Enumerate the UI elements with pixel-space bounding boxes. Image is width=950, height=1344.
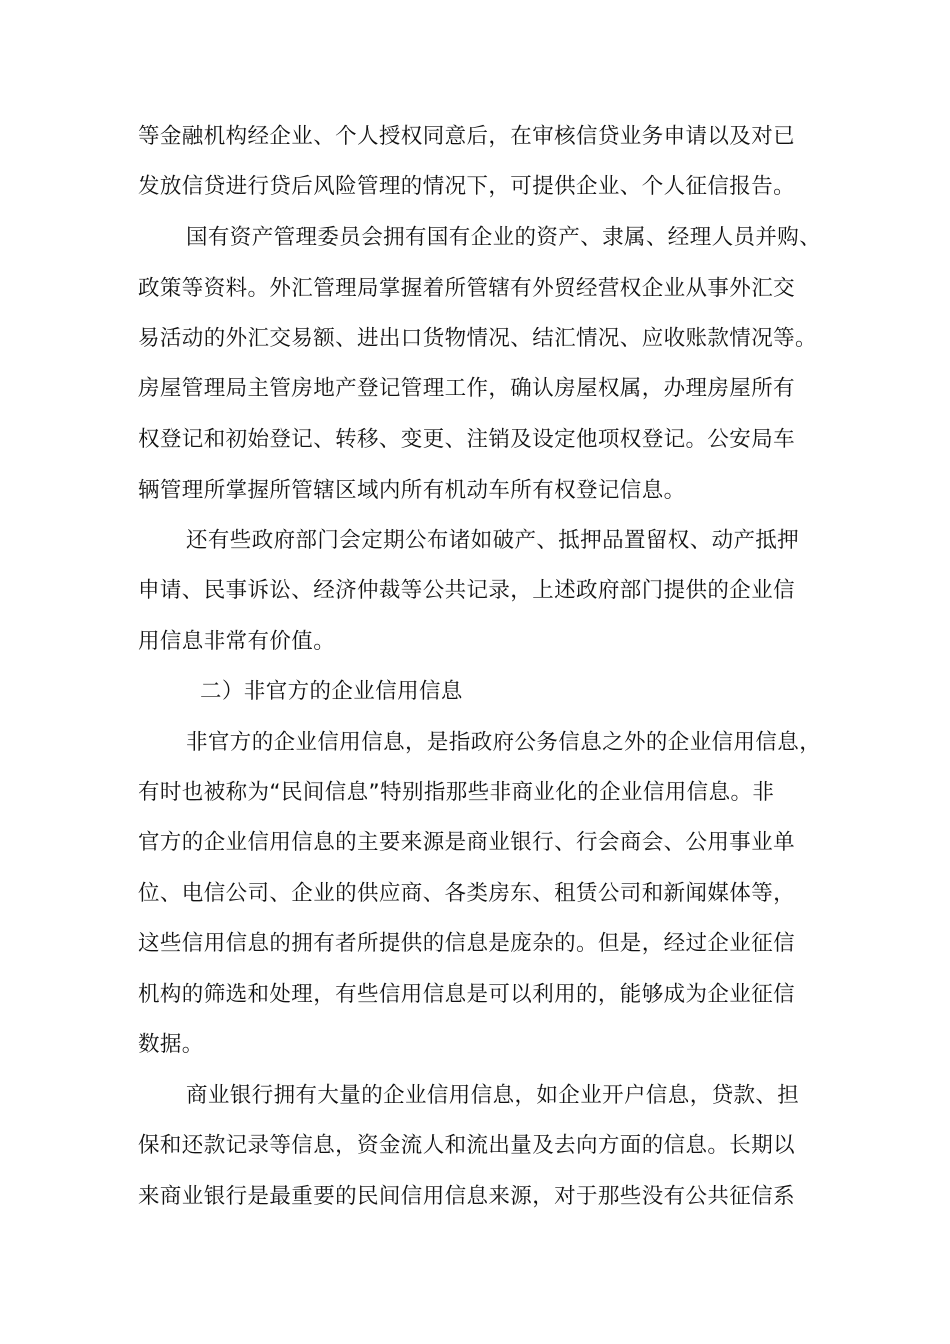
text-line: 权登记和初始登记、转移、变更、注销及设定他项权登记。公安局车 <box>138 427 796 452</box>
paragraph-start-line: 国有资产管理委员会拥有国有企业的资产、隶属、经理人员并购、 <box>186 225 822 250</box>
text-line: 易活动的外汇交易额、进出口货物情况、结汇情况、应收账款情况等。 <box>138 326 817 351</box>
text-line: 有时也被称为“民间信息”特别指那些非商业化的企业信用信息。非 <box>138 780 775 805</box>
text-line: 等金融机构经企业、个人授权同意后，在审核信贷业务申请以及对已 <box>138 124 796 149</box>
text-line: 用信息非常有价值。 <box>138 629 336 654</box>
text-line: 政策等资料。外汇管理局掌握着所管辖有外贸经营权企业从事外汇交 <box>138 276 796 301</box>
section-heading: 二）非官方的企业信用信息 <box>200 679 463 704</box>
text-line: 位、电信公司、企业的供应商、各类房东、租赁公司和新闻媒体等， <box>138 881 796 906</box>
text-line: 来商业银行是最重要的民间信用信息来源，对于那些没有公共征信系 <box>138 1184 796 1209</box>
text-line: 房屋管理局主管房地产登记管理工作，确认房屋权属，办理房屋所有 <box>138 376 796 401</box>
text-line: 数据。 <box>138 1032 204 1057</box>
paragraph-start-line: 商业银行拥有大量的企业信用信息，如企业开户信息，贷款、担 <box>186 1083 800 1108</box>
text-line: 申请、民事诉讼、经济仲裁等公共记录，上述政府部门提供的企业信 <box>138 578 796 603</box>
text-line: 保和还款记录等信息，资金流人和流出量及去向方面的信息。长期以 <box>138 1133 796 1158</box>
text-line: 官方的企业信用信息的主要来源是商业银行、行会商会、公用事业单 <box>138 830 796 855</box>
text-line: 这些信用信息的拥有者所提供的信息是庞杂的。但是，经过企业征信 <box>138 931 796 956</box>
text-line: 辆管理所掌握所管辖区域内所有机动车所有权登记信息。 <box>138 478 686 503</box>
paragraph-start-line: 非官方的企业信用信息，是指政府公务信息之外的企业信用信息， <box>186 730 822 755</box>
text-line: 发放信贷进行贷后风险管理的情况下，可提供企业、个人征信报告。 <box>138 174 796 199</box>
paragraph-start-line: 还有些政府部门会定期公布诸如破产、抵押品置留权、动产抵押 <box>186 528 800 553</box>
text-line: 机构的筛选和处理，有些信用信息是可以利用的，能够成为企业征信 <box>138 982 796 1007</box>
